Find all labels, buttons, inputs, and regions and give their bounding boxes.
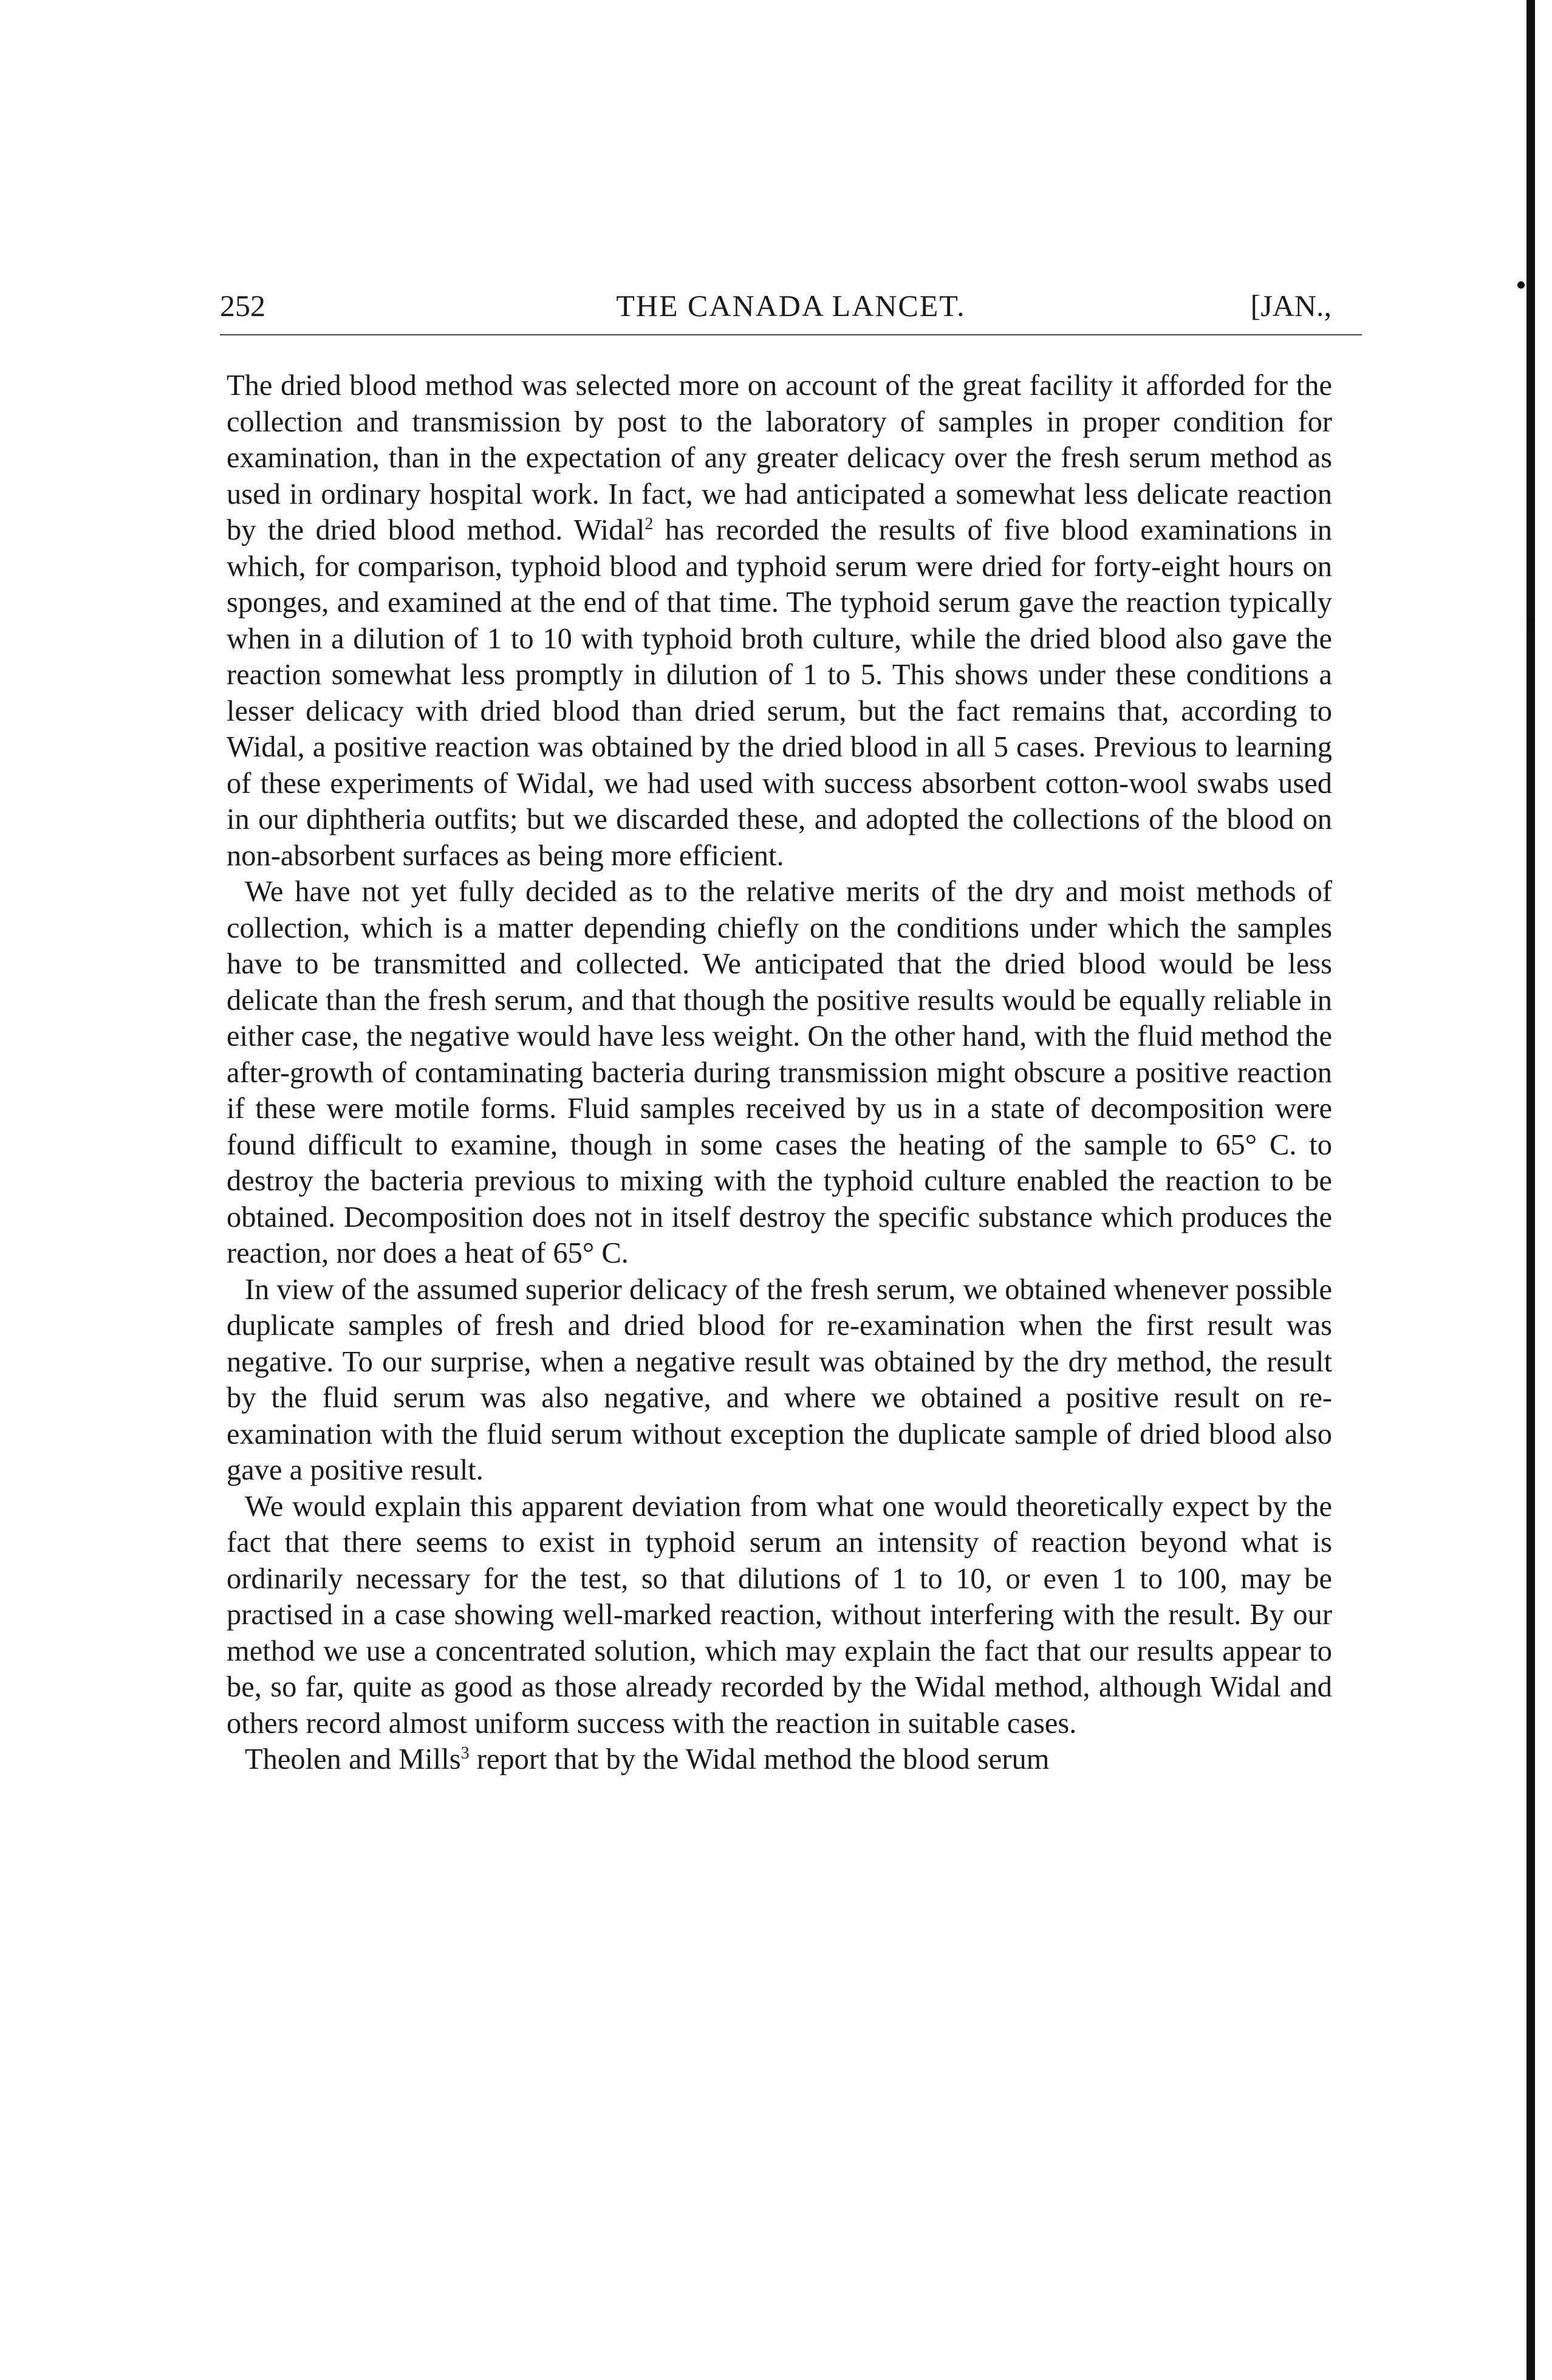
paragraph: Theolen and Mills$^3$ report that by the Widal method the blood serum [245,1743,1050,1775]
footnote-ref: 3 [460,1743,470,1763]
paragraph: We would explain this apparent deviation from what one would theoretically expect by the fact that there seems to exist in typhoid serum an intensity of reaction beyond what is ordinarily necessary for the test, so that dilutions of 1 to 10, or even 1 to 100, may be practised in a case showing well-marked reaction, without interfering with the result. By our method we use a concentrated solution, which may explain the fact that our results appear to be, so far, quite as good as those already recorded by the Widal method, although Widal and others record almost uniform success with the reaction in suitable cases. [227,1490,1332,1740]
paragraph: In view of the assumed superior delicacy of the fresh serum, we obtained whenever possible duplicate samples of fresh and dried blood for re-examination when the first result was negative. To our surprise, when a negative result was obtained by the dry method, the result by the fluid serum was also negative, and where we obtained a positive result on re-examination with the fluid serum without exception the duplicate sample of dried blood also gave a positive result. [227,1273,1332,1486]
page-number: 252 [220,289,265,323]
ink-speck [1526,622,1533,628]
running-header [220,284,1362,327]
article-body [227,368,1332,1778]
paragraph: The dried blood method was selected more on account of the great facility it afforded for the collection and transmission by post to the laboratory of samples in proper condition for examination, than in the expectation of any greater delicacy over the fresh serum method as used in ordinary hospital work. In fact, we had anticipated a somewhat less delicate reaction by the dried blood method. Widal$^2$ has recorded the results of five blood examinations in which, for comparison, typhoid blood and typhoid serum were dried for forty-eight hours on sponges, and examined at the end of that time. The typhoid serum gave the reaction typically when in a dilution of 1 to 10 with typhoid broth culture, while the dried blood also gave the reaction somewhat less promptly in dilution of 1 to 5. This shows under these conditions a lesser delicacy with dried blood than dried serum, but the fact remains that, according to Widal, a positive reaction was obtained by the dried blood in all 5 cases. Previous to learning of these experiments of Widal, we had used with success absorbent cotton-wool swabs used in our diphtheria outfits; but we discarded these, and adopted the collections of the blood on non-absorbent surfaces as being more efficient. [227,369,1332,872]
running-title: THE CANADA LANCET. [616,289,966,323]
paragraph: We have not yet fully decided as to the relative merits of the dry and moist methods of collection, which is a matter depending chiefly on the conditions under which the samples have to be transmitted and collected. We anticipated that the dried blood would be less delicate than the fresh serum, and that though the positive results would be equally reliable in either case, the negative would have less weight. On the other hand, with the fluid method the after-growth of contaminating bacteria during transmission might obscure a positive reaction if these were motile forms. Fluid samples received by us in a state of decomposition were found difficult to examine, though in some cases the heating of the sample to 65° C. to destroy the bacteria previous to mixing with the typhoid culture enabled the reaction to be obtained. Decomposition does not in itself destroy the specific substance which produces the reaction, nor does a heat of 65° C. [227,876,1332,1269]
header-rule [220,334,1362,335]
footnote-ref: 2 [644,514,654,533]
issue-month: [JAN., [1250,289,1332,323]
scan-page-edge [1526,0,1535,2380]
ink-speck [1517,281,1525,289]
